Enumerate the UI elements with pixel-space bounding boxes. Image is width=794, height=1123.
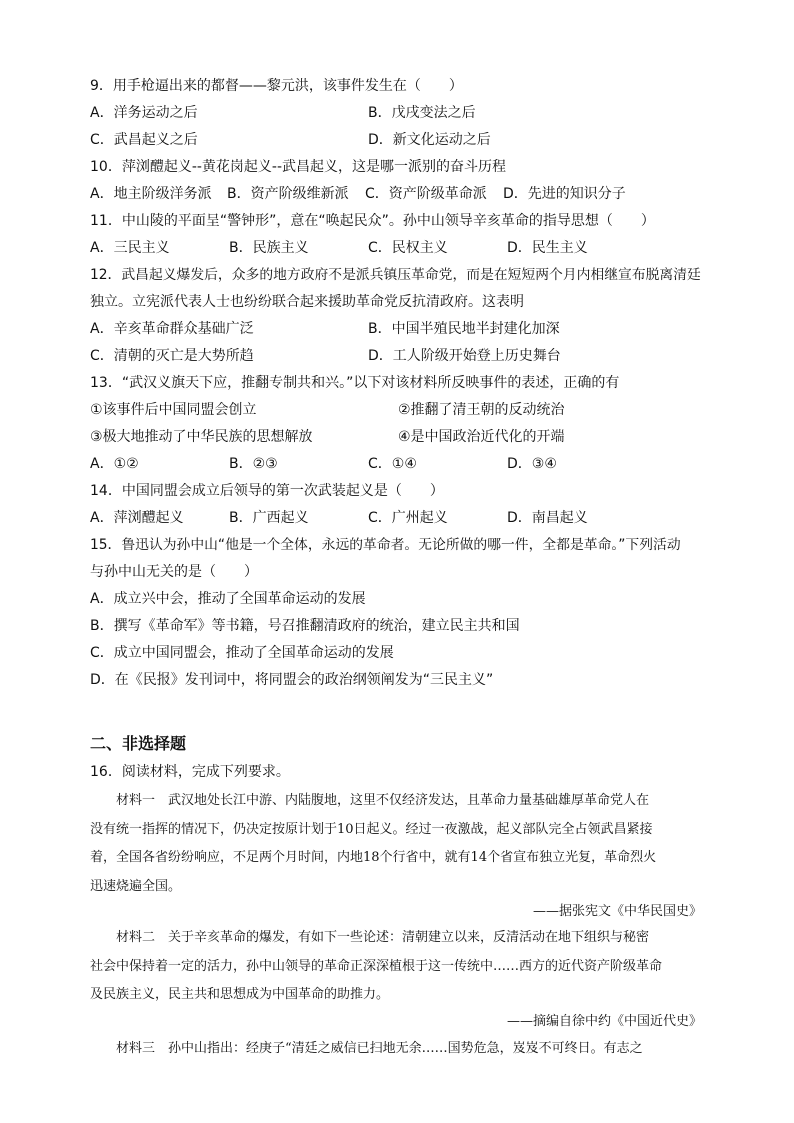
q13-statement-3: ③极大地推动了中华民族的思想解放	[90, 429, 313, 445]
q13-option-a: A．①②	[90, 456, 139, 472]
q9-option-c: C．武昌起义之后	[90, 132, 198, 148]
q15-option-a: A．成立兴中会，推动了全国革命运动的发展	[90, 591, 366, 607]
q10-option-b: B．资产阶级维新派	[227, 186, 349, 202]
material-3	[90, 1035, 702, 1064]
q14-option-d: D．南昌起义	[507, 510, 588, 526]
q10-option-d: D．先进的知识分子	[503, 186, 626, 202]
q12-option-b: B．中国半殖民地半封建化加深	[368, 321, 560, 337]
q13-stem: 13．“武汉义旗天下应，推翻专制共和兴。”以下对该材料所反映事件的表述，正确的有	[90, 375, 620, 391]
material-2	[90, 924, 702, 1010]
q13-statement-2: ②推翻了清王朝的反动统治	[398, 402, 565, 418]
q11-option-c: C．民权主义	[368, 240, 448, 256]
material-2-source: ——摘编自徐中约《中国近代史》	[506, 1014, 702, 1029]
q9-stem: 9．用手枪逼出来的都督——黎元洪，该事件发生在（ ）	[90, 78, 463, 94]
q13-option-d: D．③④	[507, 456, 557, 472]
q13-statement-4: ④是中国政治近代化的开端	[398, 429, 565, 445]
material-1-line: 迅速烧遍全国。	[90, 878, 182, 894]
q11-option-b: B．民族主义	[229, 240, 309, 256]
q10-stem: 10．萍浏醴起义--黄花岗起义--武昌起义，这是哪一派别的奋斗历程	[90, 159, 507, 175]
q13-option-b: B．②③	[229, 456, 278, 472]
q14-stem: 14．中国同盟会成立后领导的第一次武装起义是（ ）	[90, 483, 444, 499]
q15-stem-line2: 与孙中山无关的是（ ）	[90, 564, 258, 580]
q15-option-b: B．撰写《革命军》等书籍，号召推翻清政府的统治，建立民主共和国	[90, 618, 520, 634]
material-1-line: 材料一 武汉地处长江中游、内陆腹地，这里不仅经济发达，且革命力量基础雄厚革命党人在	[90, 793, 650, 808]
q13-option-c: C．①④	[368, 456, 417, 472]
q12-option-d: D．工人阶级开始登上历史舞台	[368, 348, 561, 364]
q9-option-b: B．戊戌变法之后	[368, 105, 476, 121]
q16-stem: 16．阅读材料，完成下列要求。	[90, 764, 290, 780]
q15-option-c: C．成立中国同盟会，推动了全国革命运动的发展	[90, 645, 394, 661]
material-1	[90, 787, 702, 901]
q12-option-c: C．清朝的灭亡是大势所趋	[90, 348, 254, 364]
material-1-line: 没有统一指挥的情况下，仍决定按原计划于10日起义。经过一夜激战，起义部队完全占领武昌紧接	[90, 821, 653, 837]
section-title: 二、非选择题	[90, 734, 187, 753]
q9-option-a: A．洋务运动之后	[90, 105, 198, 121]
q14-option-b: B．广西起义	[229, 510, 309, 526]
material-2-line: 材料二 关于辛亥革命的爆发，有如下一些论述：清朝建立以来，反清活动在地下组织与秘密	[90, 930, 650, 945]
q12-stem-line1: 12．武昌起义爆发后，众多的地方政府不是派兵镇压革命党，而是在短短两个月内相继宣布脱离清廷	[90, 267, 701, 283]
q13-statement-1: ①该事件后中国同盟会创立	[90, 402, 257, 418]
q11-option-d: D．民生主义	[507, 240, 588, 256]
q10-option-c: C．资产阶级革命派	[365, 186, 487, 202]
q14-option-c: C．广州起义	[368, 510, 448, 526]
q15-option-d: D．在《民报》发刊词中，将同盟会的政治纲领阐发为“三民主义”	[90, 672, 494, 688]
q11-stem: 11．中山陵的平面呈“警钟形”，意在“唤起民众”。孙中山领导辛亥革命的指导思想（ ）	[90, 213, 655, 229]
q12-stem-line2: 独立。立宪派代表人士也纷纷联合起来援助革命党反抗清政府。这表明	[90, 294, 524, 310]
q10-option-a: A．地主阶级洋务派	[90, 186, 212, 202]
q9-option-d: D．新文化运动之后	[368, 132, 491, 148]
material-1-source: ——据张宪文《中华民国史》	[532, 904, 702, 919]
material-3-line: 材料三 孙中山指出：经庚子“清廷之威信已扫地无余……国势危急，岌岌不可终日。有志之	[90, 1041, 643, 1056]
material-1-line: 着，全国各省纷纷响应，不足两个月时间，内地18个行省中，就有14个省宣布独立光复，革命烈火	[90, 850, 657, 865]
q14-option-a: A．萍浏醴起义	[90, 510, 184, 526]
q15-stem-line1: 15．鲁迅认为孙中山“他是一个全体，永远的革命者。无论所做的哪一件，全都是革命。”下列活动	[90, 537, 681, 553]
material-2-line: 及民族主义，民主共和思想成为中国革命的助推力。	[90, 987, 390, 1002]
q12-option-a: A．辛亥革命群众基础广泛	[90, 321, 254, 337]
q11-option-a: A．三民主义	[90, 240, 170, 256]
material-2-line: 社会中保持着一定的活力，孙中山领导的革命正深深植根于这一传统中……西方的近代资产阶级革命	[90, 958, 663, 974]
